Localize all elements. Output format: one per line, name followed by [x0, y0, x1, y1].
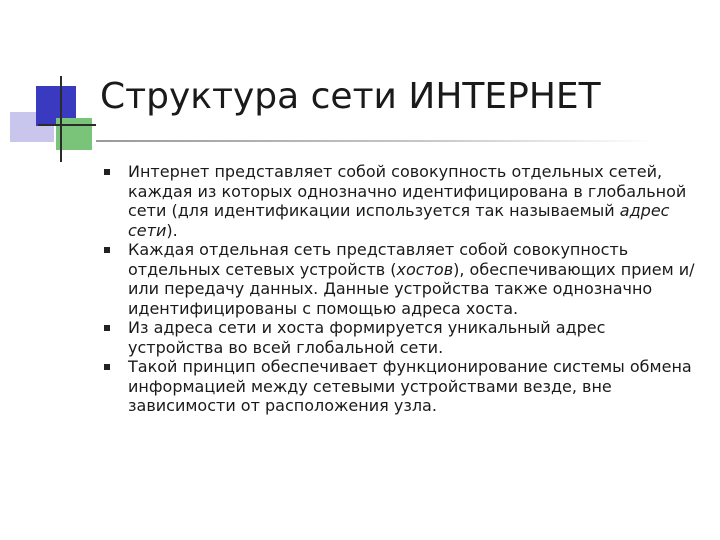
bullet-text: Такой принцип обеспечивает функционирование системы обмена информацией между сетевыми устройствами везде, вне зависимости от расположения узла. [128, 357, 692, 415]
bullet-italic-term: хостов [396, 259, 454, 279]
bullet-text-end: ). [166, 220, 178, 240]
slide-title: Структура сети ИНТЕРНЕТ [100, 76, 601, 117]
bullet-text: Каждая отдельная сеть представляет собой совокупность отдельных сетевых устройств ( [128, 240, 629, 279]
bullet-text-end: ), обеспечивающих прием и/или передачу данных. Данные устройства также однозначно идентифицированы с помощью адреса хоста. [128, 259, 695, 318]
horizontal-line [38, 124, 96, 126]
square-bullet-icon [104, 364, 110, 370]
square-bullet-icon [104, 247, 110, 253]
bullet-italic-term: адрес сети [128, 201, 670, 240]
bullet-text: Интернет представляет собой совокупность отдельных сетей, каждая из которых однозначно идентифицирована в глобальной сети (для идентификации используется так называемый [128, 162, 687, 220]
title-underline [96, 140, 656, 142]
bullet-item [104, 162, 704, 240]
bullet-item [104, 357, 704, 416]
vertical-line [60, 76, 62, 162]
bullet-item [104, 240, 704, 318]
square-bullet-icon [104, 325, 110, 331]
bullet-text: Из адреса сети и хоста формируется уникальный адрес устройства во всей глобальной сети. [128, 318, 606, 357]
bullet-list [104, 162, 704, 416]
square-bullet-icon [104, 169, 110, 175]
bullet-item [104, 318, 704, 357]
